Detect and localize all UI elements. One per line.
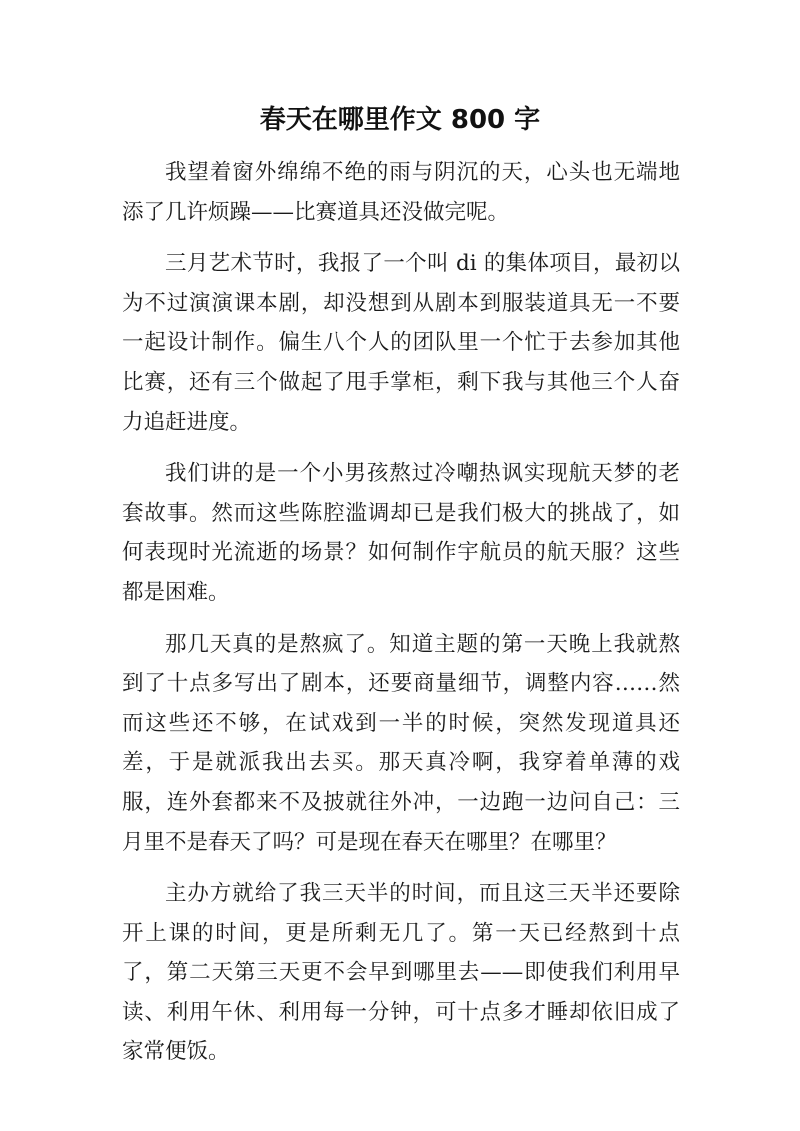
- paragraph: 那几天真的是熬疯了。知道主题的第一天晚上我就熬到了十点多写出了剧本，还要商量细节，调整内容……然而这些还不够，在试戏到一半的时候，突然发现道具还差，于是就派我出去买。那天真冷啊，我穿着单薄的戏服，连外套都来不及披就往外冲，一边跑一边问自己：三月里不是春天了吗？可是现在春天在哪里？在哪里？: [122, 631, 680, 855]
- document-title: 春天在哪里作文 800 字: [259, 105, 541, 135]
- paragraph: 三月艺术节时，我报了一个叫 di 的集体项目，最初以为不过演演课本剧，却没想到从剧本到服装道具无一不要一起设计制作。偏生八个人的团队里一个忙于去参加其他比赛，还有三个做起了甩手掌柜，剩下我与其他三个人奋力追赶进度。: [122, 251, 680, 435]
- document-body: [122, 153, 680, 1084]
- paragraph: 主办方就给了我三天半的时间，而且这三天半还要除开上课的时间，更是所剩无几了。第一天已经熬到十点了，第二天第三天更不会早到哪里去——即使我们利用早读、利用午休、利用每一分钟，可十点多才睡却依旧成了家常便饭。: [122, 881, 680, 1065]
- paragraph: 我望着窗外绵绵不绝的雨与阴沉的天，心头也无端地添了几许烦躁——比赛道具还没做完呢。: [122, 160, 680, 225]
- paragraph: 我们讲的是一个小男孩熬过冷嘲热讽实现航天梦的老套故事。然而这些陈腔滥调却已是我们极大的挑战了，如何表现时光流逝的场景？如何制作宇航员的航天服？这些都是困难。: [122, 461, 680, 605]
